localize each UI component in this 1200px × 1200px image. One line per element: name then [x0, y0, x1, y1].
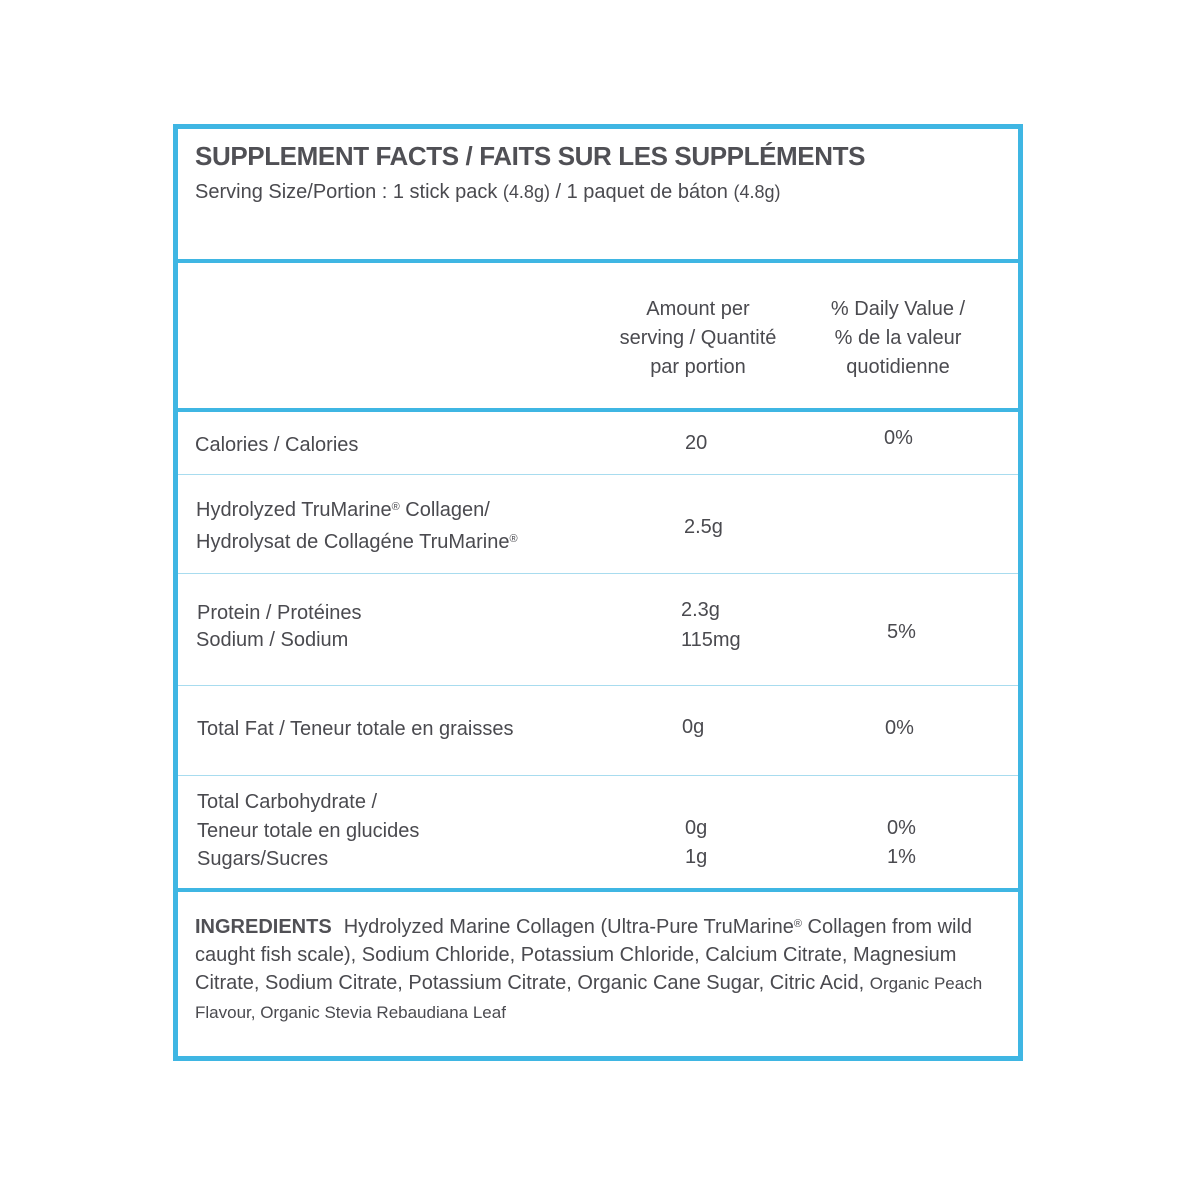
- column-header-amount: [598, 295, 798, 382]
- sugars-dv: 1%: [887, 846, 916, 868]
- divider: [178, 259, 1018, 263]
- ingredients-block: [195, 910, 1010, 1027]
- ingredients-text-small: Organic Peach Flavour, Organic Stevia Rebaudiana Leaf: [195, 974, 983, 1022]
- panel-title: SUPPLEMENT FACTS / FAITS SUR LES SUPPLÉMENTS: [195, 141, 866, 171]
- sodium-amount: 115mg: [681, 629, 741, 651]
- registered-mark: ®: [391, 501, 400, 513]
- row-divider: [178, 775, 1018, 776]
- column-header-dv-line: % Daily Value /: [830, 298, 966, 320]
- sugars-label: Sugars/Sucres: [197, 848, 329, 870]
- ingredients-text-b: Collagen from wild caught fish scale), Sodium Chloride, Potassium Chloride, Calcium Citrate, Magnesium Citrate, Sodium Citrate, Potassium Citrate, Organic Cane Sugar, Citric Acid,: [195, 916, 973, 994]
- carbs-label-line1: Total Carbohydrate /: [197, 791, 378, 813]
- calories-amount: 20: [685, 432, 708, 454]
- serving-part1-weight: (4.8g): [502, 182, 550, 202]
- calories-dv: 0%: [884, 427, 913, 449]
- collagen-amount: 2.5g: [684, 516, 723, 538]
- collagen-label-line1: [196, 493, 518, 525]
- protein-label: Protein / Protéines: [197, 602, 362, 624]
- serving-part1: Serving Size/Portion : 1 stick pack: [195, 181, 503, 203]
- divider: [178, 888, 1018, 892]
- calories-label: Calories / Calories: [195, 434, 359, 456]
- collagen-label-line2-text: Hydrolysat de Collagéne TruMarine: [196, 531, 510, 553]
- ingredients-text-a: Hydrolyzed Marine Collagen (Ultra-Pure TruMarine: [343, 916, 794, 938]
- serving-part2-weight: (4.8g): [733, 182, 781, 202]
- collagen-label-line1-text: Hydrolyzed TruMarine: [196, 499, 392, 521]
- column-header-daily-value: [798, 295, 998, 382]
- ingredients-heading: INGREDIENTS: [195, 916, 332, 938]
- carbs-amount: 0g: [685, 817, 708, 839]
- collagen-label-line2: [196, 525, 518, 557]
- serving-part2: / 1 paquet de báton: [549, 181, 734, 203]
- carbs-label-line2: Teneur totale en glucides: [197, 820, 420, 842]
- row-divider: [178, 474, 1018, 475]
- sodium-dv: 5%: [887, 621, 916, 643]
- fat-label: Total Fat / Teneur totale en graisses: [197, 718, 514, 740]
- column-header-amount-line: serving / Quantité: [619, 327, 777, 349]
- column-header-dv-line: % de la valeur: [834, 327, 962, 349]
- fat-dv: 0%: [885, 717, 914, 739]
- column-header-dv-line: quotidienne: [846, 356, 950, 378]
- column-header-amount-line: par portion: [650, 356, 746, 378]
- collagen-label-line1-tail: Collagen/: [399, 499, 490, 521]
- sodium-label: Sodium / Sodium: [196, 629, 349, 651]
- carbs-label: [197, 788, 419, 846]
- collagen-label: [196, 493, 518, 557]
- sugars-amount: 1g: [685, 846, 708, 868]
- divider: [178, 408, 1018, 412]
- registered-mark: ®: [793, 918, 802, 930]
- fat-amount: 0g: [682, 716, 705, 738]
- column-header-amount-line: Amount per: [646, 298, 750, 320]
- carbs-dv: 0%: [887, 817, 916, 839]
- row-divider: [178, 685, 1018, 686]
- supplement-facts-panel: [173, 124, 1023, 1061]
- registered-mark: ®: [509, 533, 518, 545]
- protein-amount: 2.3g: [681, 599, 720, 621]
- row-divider: [178, 573, 1018, 574]
- serving-size: [195, 181, 780, 204]
